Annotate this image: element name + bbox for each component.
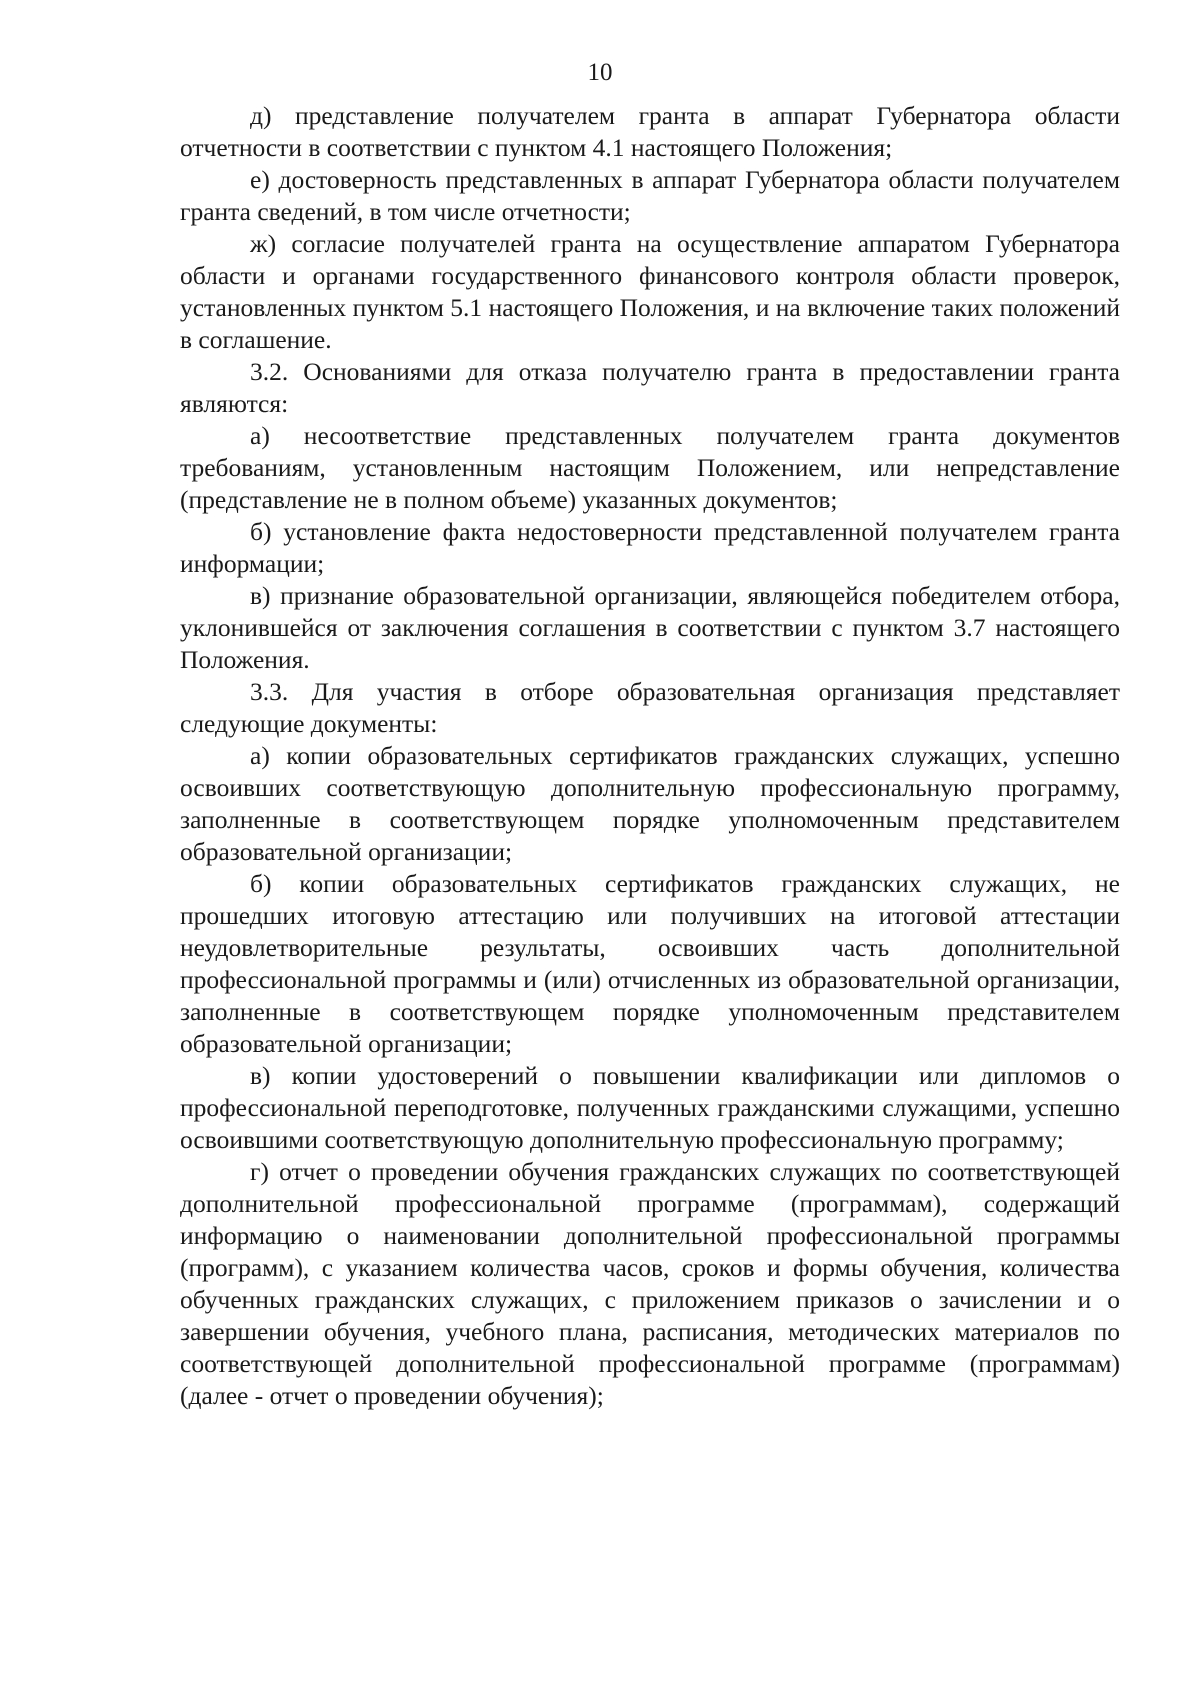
paragraph-zh-consent: ж) согласие получателей гранта на осуществление аппаратом Губернатора области и органами государственного финансового контроля области проверок, установленных пунктом 5.1 настоящего Положения, и на включение таких положений в соглашение. (180, 229, 1120, 354)
paragraph-a-noncompliance: а) несоответствие представленных получателем гранта документов требованиям, установленным настоящим Положением, или непредставление (представление не в полном объеме) указанных документов; (180, 421, 1120, 514)
paragraph-v-evasion: в) признание образовательной организации, являющейся победителем отбора, уклонившейся от заключения соглашения в соответствии с пунктом 3.7 настоящего Положения. (180, 581, 1120, 674)
paragraph-e-reliability: е) достоверность представленных в аппарат Губернатора области получателем гранта сведений, в том числе отчетности; (180, 165, 1120, 226)
page-number: 10 (587, 59, 613, 86)
paragraph-v-diploma-copies: в) копии удостоверений о повышении квалификации или дипломов о профессиональной переподготовке, полученных гражданскими служащими, успешно освоившими соответствующую дополнительную профессиональную программу; (180, 1061, 1120, 1154)
paragraph-d-reporting: д) представление получателем гранта в аппарат Губернатора области отчетности в соответствии с пунктом 4.1 настоящего Положения; (180, 101, 1120, 162)
paragraph-g-training-report: г) отчет о проведении обучения гражданских служащих по соответствующей дополнительной профессиональной программе (программам), содержащий информацию о наименовании дополнительной профессиональной программы (программ), с указанием количества часов, сроков и формы обучения, количества обученных гражданских служащих, с приложением приказов о зачислении и о завершении обучения, учебного плана, расписания, методических материалов по соответствующей дополнительной профессиональной программе (программам) (далее - отчет о проведении обучения); (180, 1157, 1120, 1410)
paragraph-3-3-documents: 3.3. Для участия в отборе образовательная организация представляет следующие документы: (180, 677, 1120, 738)
paragraph-3-2-refusal-grounds: 3.2. Основаниями для отказа получателю гранта в предоставлении гранта являются: (180, 357, 1120, 418)
document-body (180, 100, 1120, 1412)
paragraph-b-failed-certificates: б) копии образовательных сертификатов гражданских служащих, не прошедших итоговую аттестацию или получивших на итоговой аттестации неудовлетворительные результаты, освоивших часть дополнительной профессиональной программы и (или) отчисленных из образовательной организации, заполненные в соответствующем порядке уполномоченным представителем образовательной организации; (180, 869, 1120, 1058)
paragraph-b-unreliable-info: б) установление факта недостоверности представленной получателем гранта информации; (180, 517, 1120, 578)
paragraph-a-certificate-copies: а) копии образовательных сертификатов гражданских служащих, успешно освоивших соответствующую дополнительную профессиональную программу, заполненные в соответствующем порядке уполномоченным представителем образовательной организации; (180, 741, 1120, 866)
